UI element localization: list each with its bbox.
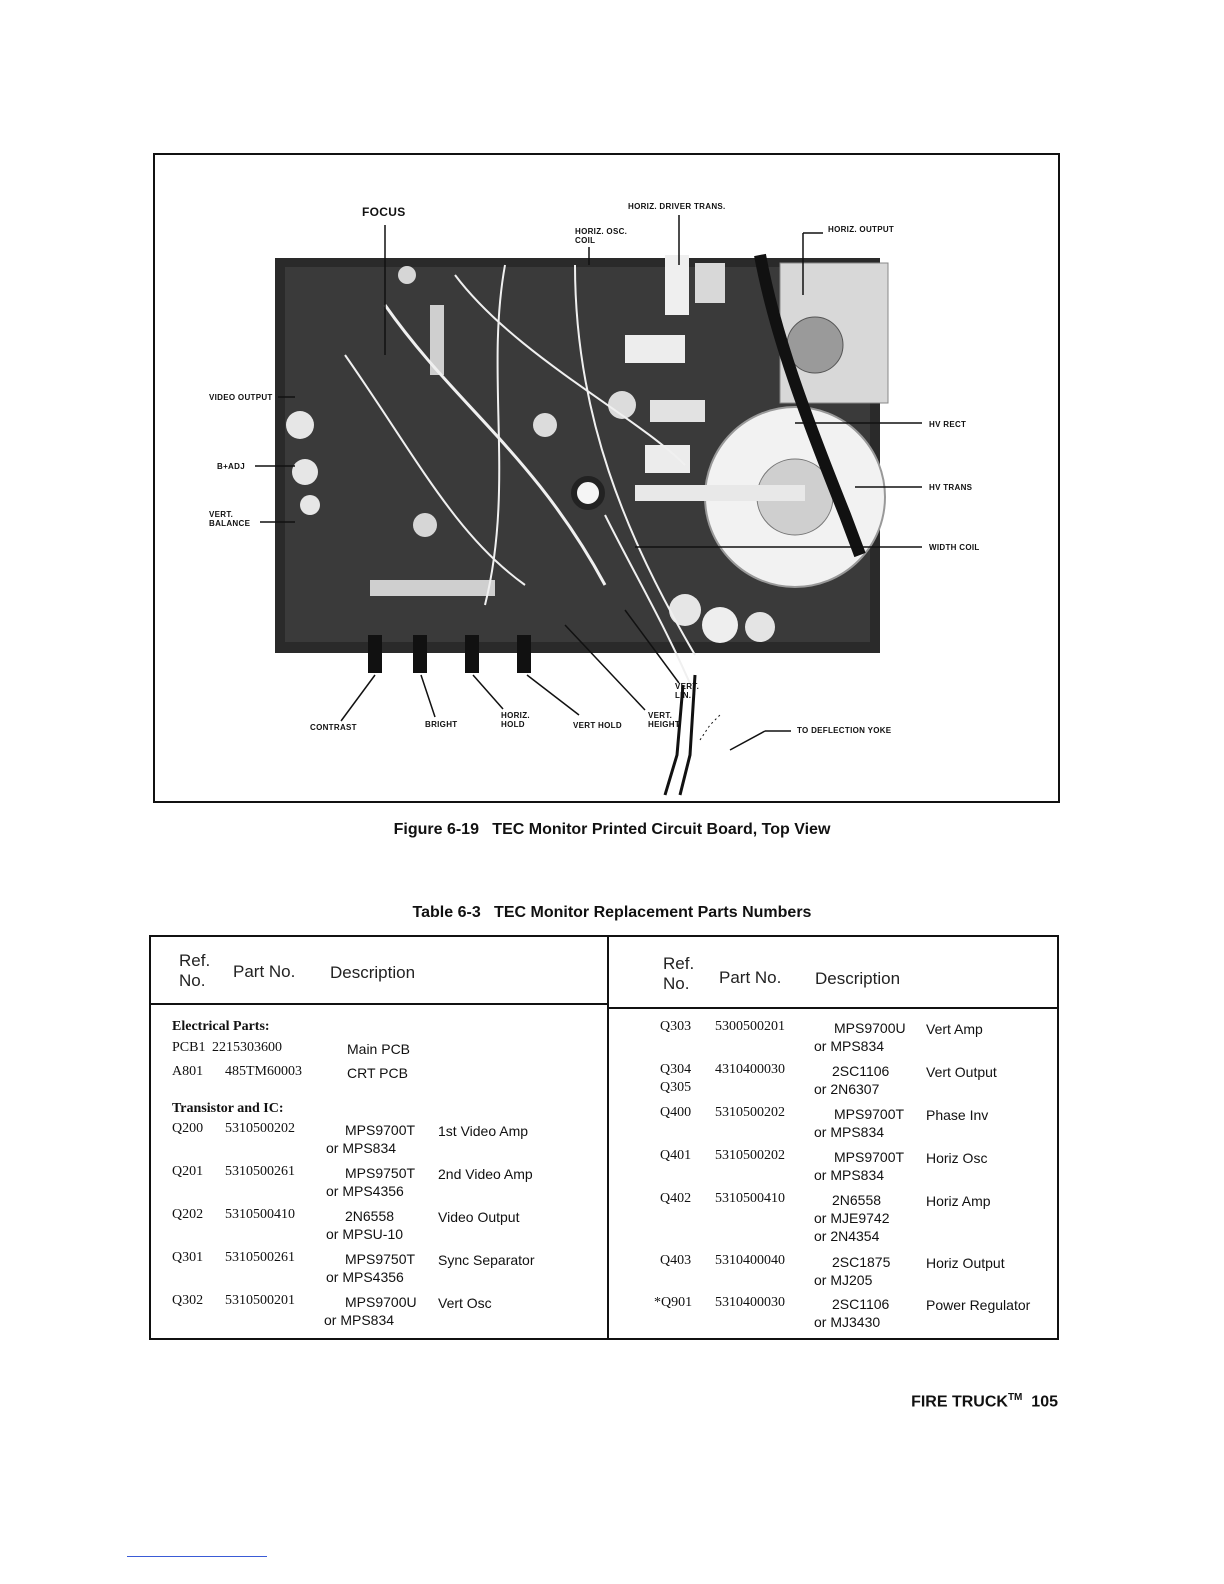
row-ref: Q302 [172,1293,204,1308]
page-number: 105 [1031,1393,1058,1411]
figure-frame [153,153,1060,803]
row-ref: Q402 [660,1191,692,1206]
label-horiz-output: HORIZ. OUTPUT [828,225,895,234]
row-desc: Horiz Output [926,1255,1005,1271]
row-alt: or MPS834 [324,1312,395,1328]
row-ref-2: Q305 [660,1080,692,1095]
row-type: 2N6558 [832,1192,882,1208]
row-part: 5310400030 [715,1295,785,1310]
row-type: 2SC1875 [832,1254,891,1270]
header-ref-right: Ref. No. [663,954,695,993]
label-hv-rect: HV RECT [929,420,967,429]
row-part: 485TM60003 [225,1064,302,1079]
label-b-adj: B+ADJ [217,462,245,471]
label-to-deflection-yoke: TO DEFLECTION YOKE [797,726,892,735]
header-desc-left: Description [330,963,416,982]
row-desc: Horiz Osc [926,1150,988,1166]
row-ref: Q201 [172,1164,204,1179]
header-ref-left: Ref. No. [179,951,211,990]
row-type: MPS9700U [345,1294,417,1310]
row-part: 2215303600 [212,1040,282,1055]
row-alt: or MPS834 [326,1140,397,1156]
row-ref: Q400 [660,1105,692,1120]
header-part-right: Part No. [719,968,782,987]
row-desc: 1st Video Amp [438,1123,529,1139]
bottom-rule [127,1556,267,1557]
row-ref: Q200 [172,1121,204,1136]
row-ref: PCB1 [172,1040,206,1055]
row-alt: or MJ205 [814,1272,873,1288]
row-alt: or MPS834 [814,1167,885,1183]
parts-table [149,935,1059,1340]
row-part: 5310400040 [715,1253,785,1268]
row-ref: Q403 [660,1253,692,1268]
row-part: 5310500261 [225,1164,295,1179]
row-type: MPS9750T [345,1251,416,1267]
row-type: MPS9700T [834,1106,905,1122]
row-part: 5310500202 [715,1105,785,1120]
label-vert-balance: VERT. BALANCE [209,510,251,528]
group-electrical-parts: Electrical Parts: [172,1019,270,1034]
row-alt: or MPSU-10 [326,1226,404,1242]
row-alt: or MPS4356 [326,1183,404,1199]
header-rule-right [609,1007,1059,1009]
column-divider [607,937,609,1338]
row-alt: or MPS834 [814,1124,885,1140]
row-ref: Q202 [172,1207,204,1222]
header-rule-left [151,1003,607,1005]
label-horiz-hold: HORIZ. HOLD [501,711,530,729]
row-alt: or MJ3430 [814,1314,881,1330]
circuit-board-photo [155,155,1060,803]
table-caption: Table 6-3 TEC Monitor Replacement Parts Numbers [412,904,812,921]
label-vert-height: VERT. HEIGHT [648,711,681,729]
row-type: Main PCB [347,1041,411,1057]
row-type: MPS9700U [834,1020,906,1036]
row-desc: Phase Inv [926,1107,989,1123]
label-contrast: CONTRAST [310,723,357,732]
row-ref: Q304 [660,1062,692,1077]
row-ref: Q401 [660,1148,692,1163]
row-desc: Vert Osc [438,1295,492,1311]
row-type: 2N6558 [345,1208,395,1224]
row-type: MPS9700T [834,1149,905,1165]
row-desc: Power Regulator [926,1297,1031,1313]
row-part: 4310400030 [715,1062,785,1077]
row-ref: A801 [172,1064,204,1079]
row-type: 2SC1106 [832,1296,890,1312]
row-desc: Vert Output [926,1064,997,1080]
row-desc: Horiz Amp [926,1193,991,1209]
row-ref: Q301 [172,1250,204,1265]
row-desc: Sync Separator [438,1252,535,1268]
row-ref: Q303 [660,1019,692,1034]
label-bright: BRIGHT [425,720,458,729]
label-focus: FOCUS [362,205,406,219]
label-horiz-osc-coil: HORIZ. OSC. COIL [575,227,628,245]
row-ref: *Q901 [654,1295,693,1310]
row-desc: Video Output [438,1209,520,1225]
footer-trademark: TM [1007,1392,1023,1403]
row-type: MPS9750T [345,1165,416,1181]
row-part: 5310500261 [225,1250,295,1265]
header-part-left: Part No. [233,962,296,981]
figure-caption: Figure 6-19 TEC Monitor Printed Circuit Board, Top View [393,821,831,838]
row-alt: or 2N6307 [814,1081,880,1097]
row-alt: or MPS4356 [326,1269,404,1285]
row-desc: Vert Amp [926,1021,983,1037]
row-desc: 2nd Video Amp [438,1166,533,1182]
footer-title: FIRE TRUCK [911,1393,1008,1411]
label-hv-trans: HV TRANS [929,483,973,492]
row-type: CRT PCB [347,1065,408,1081]
label-vert-lin: VERT. LIN. [675,682,700,700]
row-type: 2SC1106 [832,1063,890,1079]
page-footer [911,1392,1058,1411]
label-vert-hold: VERT HOLD [573,721,622,730]
row-part: 5300500201 [715,1019,785,1034]
row-type: MPS9700T [345,1122,416,1138]
row-alt: or MPS834 [814,1038,885,1054]
row-part: 5310500410 [225,1207,295,1222]
row-part: 5310500410 [715,1191,785,1206]
row-part: 5310500201 [225,1293,295,1308]
row-alt: or MJE9742 [814,1210,890,1226]
header-desc-right: Description [815,969,901,988]
label-video-output: VIDEO OUTPUT [209,393,273,402]
row-alt-2: or 2N4354 [814,1228,880,1244]
group-transistor-ic: Transistor and IC: [172,1101,284,1116]
row-part: 5310500202 [715,1148,785,1163]
label-width-coil: WIDTH COIL [929,543,980,552]
label-horiz-driver-trans: HORIZ. DRIVER TRANS. [628,202,726,211]
row-part: 5310500202 [225,1121,295,1136]
